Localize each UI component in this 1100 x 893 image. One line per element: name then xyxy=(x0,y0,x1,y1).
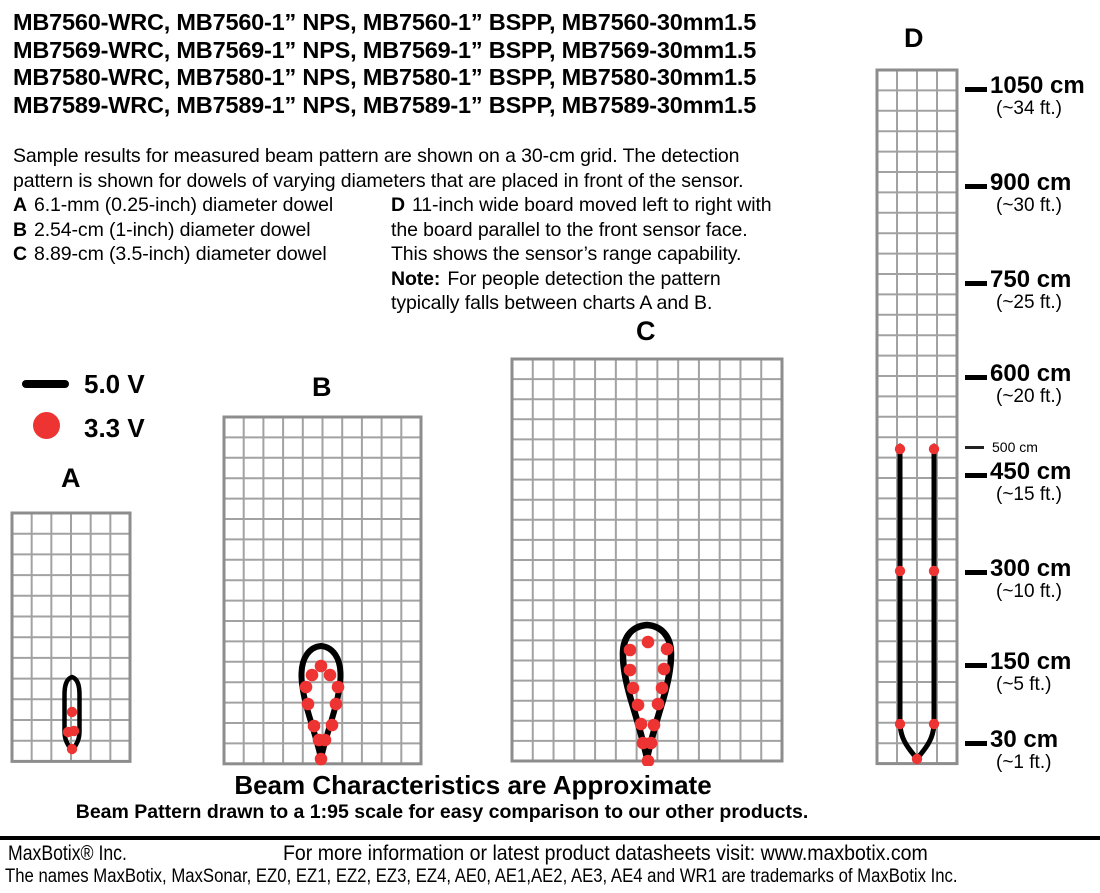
beam-chart-a xyxy=(7,508,135,771)
title-block xyxy=(13,9,756,119)
board-text-1: 11-inch wide board moved left to right with xyxy=(411,194,772,216)
dowel-text-a: 6.1-mm (0.25-inch) diameter dowel xyxy=(33,194,334,216)
chart-label-b: B xyxy=(312,372,332,402)
scale-tick-300cm xyxy=(965,570,987,575)
board-key-d: D xyxy=(391,194,405,216)
detection-dot xyxy=(658,663,671,676)
detection-dot xyxy=(635,718,648,731)
detection-dot xyxy=(645,737,658,750)
scale-row-300cm xyxy=(963,555,1100,609)
legend-5v-label: 5.0 V xyxy=(84,369,145,399)
grid-lines xyxy=(877,70,957,764)
scale-minor-label: 500 cm xyxy=(992,439,1038,455)
dowel-legend xyxy=(13,193,333,267)
footer-info: For more information or latest product datasheets visit: www.maxbotix.com xyxy=(283,842,928,865)
scale-ft-label: (~10 ft.) xyxy=(996,581,1062,602)
caption-scale-note: Beam Pattern drawn to a 1:95 scale for easy comparison to our other products. xyxy=(75,801,809,823)
board-note-line xyxy=(391,267,772,292)
dowel-key-a: A xyxy=(13,194,27,216)
detection-dot xyxy=(895,444,905,454)
detection-dot xyxy=(67,707,77,717)
dowel-item-b xyxy=(13,218,333,243)
beam-chart-d xyxy=(872,65,962,774)
dowel-item-a xyxy=(13,193,333,218)
scale-row-30cm xyxy=(963,726,1100,780)
detection-dot xyxy=(315,753,328,766)
grid-lines xyxy=(12,513,130,761)
scale-ft-label: (~15 ft.) xyxy=(996,484,1062,505)
caption-approximate: Beam Characteristics are Approximate xyxy=(234,770,712,800)
scale-ft-label: (~34 ft.) xyxy=(996,98,1062,119)
scale-ft-label: (~25 ft.) xyxy=(996,292,1062,313)
detection-dot xyxy=(302,698,315,711)
scale-tick-500cm xyxy=(965,446,984,449)
scale-row-1050cm xyxy=(963,72,1100,126)
scale-tick-150cm xyxy=(965,663,987,668)
detection-dot xyxy=(326,719,339,732)
scale-ft-label: (~20 ft.) xyxy=(996,386,1062,407)
detection-dot xyxy=(330,698,343,711)
scale-ft-label: (~5 ft.) xyxy=(996,674,1052,695)
detection-dot xyxy=(656,682,669,695)
scale-ft-label: (~1 ft.) xyxy=(996,752,1052,773)
grid-lines xyxy=(224,417,421,764)
legend-3v3-dot-swatch xyxy=(33,412,60,439)
scale-tick-1050cm xyxy=(965,87,987,92)
dowel-item-c xyxy=(13,242,333,267)
scale-tick-600cm xyxy=(965,375,987,380)
footer-rule xyxy=(0,836,1100,840)
detection-dot xyxy=(67,744,77,754)
detection-dot xyxy=(929,566,939,576)
title-line-4: MB7589-WRC, MB7589-1” NPS, MB7589-1” BSPP, MB7589-30mm1.5 xyxy=(13,91,757,118)
beam-chart-c xyxy=(507,354,787,771)
description-block xyxy=(13,144,743,193)
scale-cm-label: 150 cm xyxy=(990,648,1072,675)
dowel-key-b: B xyxy=(13,218,27,241)
detection-dot xyxy=(912,754,922,764)
detection-dot xyxy=(652,698,665,711)
beam-chart-b xyxy=(219,412,426,774)
detection-dot xyxy=(895,566,905,576)
detection-dot xyxy=(624,644,637,657)
detection-dot xyxy=(642,636,655,649)
detection-dot xyxy=(895,719,905,729)
detection-dot xyxy=(315,660,328,673)
chart-label-a: A xyxy=(61,463,81,493)
scale-cm-label: 450 cm xyxy=(990,458,1072,485)
scale-row-900cm xyxy=(963,169,1100,223)
legend-3v3-label: 3.3 V xyxy=(84,413,145,443)
detection-dot xyxy=(661,643,674,656)
scale-cm-label: 1050 cm xyxy=(990,72,1085,99)
scale-row-150cm xyxy=(963,648,1100,702)
title-line-1: MB7560-WRC, MB7560-1” NPS, MB7560-1” BSPP, MB7560-30mm1.5 xyxy=(13,9,757,35)
chart-label-c: C xyxy=(636,316,656,346)
detection-dot xyxy=(624,664,637,677)
detection-dot xyxy=(69,726,79,736)
scale-row-600cm xyxy=(963,360,1100,414)
description-line-1: Sample results for measured beam pattern are shown on a 30-cm grid. The detection xyxy=(13,145,740,167)
board-line-3: This shows the sensor’s range capability. xyxy=(391,243,742,265)
board-line-1 xyxy=(391,193,772,218)
scale-tick-30cm xyxy=(965,741,987,746)
scale-row-450cm xyxy=(963,458,1100,512)
detection-dot xyxy=(648,719,661,732)
scale-cm-label: 900 cm xyxy=(990,169,1072,196)
detection-dot xyxy=(929,719,939,729)
description-line-2: pattern is shown for dowels of varying diameters that are placed in front of the sensor. xyxy=(13,169,744,192)
board-line-5: typically falls between charts A and B. xyxy=(391,292,713,314)
board-line-2: the board parallel to the front sensor face. xyxy=(391,218,748,241)
detection-dot xyxy=(632,699,645,712)
dowel-text-b: 2.54-cm (1-inch) diameter dowel xyxy=(33,218,311,241)
detection-dot xyxy=(324,669,337,682)
detection-dot xyxy=(929,444,939,454)
detection-dot xyxy=(319,734,332,747)
scale-tick-900cm xyxy=(965,184,987,189)
detection-dot xyxy=(300,681,313,694)
board-legend xyxy=(391,193,772,316)
scale-row-500cm xyxy=(963,439,1100,459)
legend-5v-line-swatch xyxy=(22,380,69,388)
scale-cm-label: 600 cm xyxy=(990,360,1072,387)
detection-dot xyxy=(308,720,321,733)
grid-lines xyxy=(512,359,782,761)
scale-tick-750cm xyxy=(965,281,987,286)
scale-tick-450cm xyxy=(965,473,987,478)
scale-cm-label: 30 cm xyxy=(990,726,1059,753)
scale-cm-label: 750 cm xyxy=(990,266,1072,293)
detection-dot xyxy=(332,681,345,694)
scale-ft-label: (~30 ft.) xyxy=(996,195,1062,216)
footer-trademark: The names MaxBotix, MaxSonar, EZ0, EZ1, EZ2, EZ3, EZ4, AE0, AE1,AE2, AE3, AE4 and WR1 are trademarks of MaxBotix Inc. xyxy=(5,866,958,887)
dowel-key-c: C xyxy=(13,243,27,265)
detection-dot xyxy=(627,682,640,695)
detection-dot xyxy=(306,669,319,682)
scale-row-750cm xyxy=(963,266,1100,320)
title-line-3: MB7580-WRC, MB7580-1” NPS, MB7580-1” BSPP, MB7580-30mm1.5 xyxy=(13,64,757,90)
chart-label-d: D xyxy=(904,23,924,53)
title-line-2: MB7569-WRC, MB7569-1” NPS, MB7569-1” BSPP, MB7569-30mm1.5 xyxy=(13,36,757,63)
note-text: For people detection the pattern xyxy=(447,267,721,290)
scale-cm-label: 300 cm xyxy=(990,555,1072,582)
dowel-text-c: 8.89-cm (3.5-inch) diameter dowel xyxy=(33,243,327,265)
footer-company: MaxBotix® Inc. xyxy=(8,842,127,865)
note-key: Note: xyxy=(391,267,441,290)
